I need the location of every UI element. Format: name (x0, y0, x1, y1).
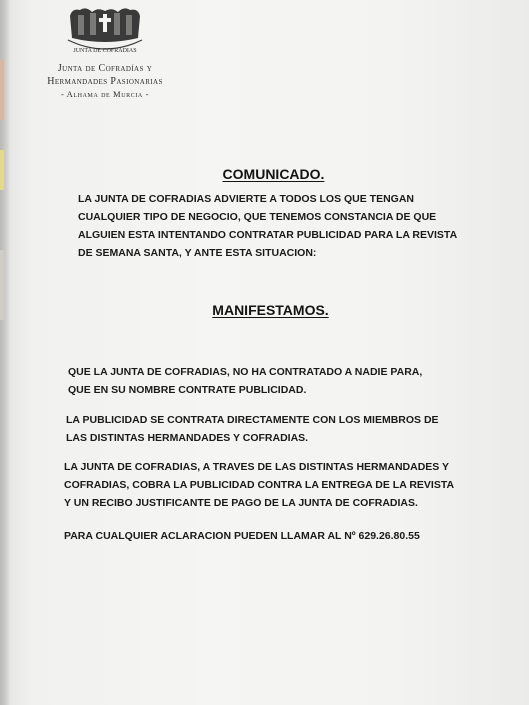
contact-text: PARA CUALQUIER ACLARACION PUEDEN LLAMAR AL Nº 629.26.80.55 (64, 530, 420, 542)
notice-title-text: COMUNICADO. (222, 166, 325, 182)
paragraph-line: LA JUNTA DE COFRADIAS ADVIERTE A TODOS LOS QUE TENGAN (78, 193, 415, 205)
notice-subtitle (6, 302, 529, 318)
paragraph-line: DE SEMANA SANTA, Y ANTE ESTA SITUACION: (78, 247, 317, 259)
paragraph-line: COFRADIAS, COBRA LA PUBLICIDAD CONTRA LA ENTREGA DE LA REVISTA (64, 479, 455, 491)
paragraph-line: LA JUNTA DE COFRADIAS, A TRAVES DE LAS DISTINTAS HERMANDADES Y (64, 461, 450, 473)
org-name-line-1: Junta de Cofradías y (57, 63, 153, 74)
notice-title (9, 166, 529, 182)
paragraph-line: ALGUIEN ESTA INTENTANDO CONTRATAR PUBLICIDAD PARA LA REVISTA (78, 229, 458, 241)
crest-inscription: JUNTA DE COFRADIAS (73, 48, 137, 54)
statement-paragraph-2 (66, 411, 439, 447)
org-location: - Alhama de Murcia - (60, 89, 150, 99)
statement-paragraph-3 (64, 458, 454, 512)
paragraph-line: QUE LA JUNTA DE COFRADIAS, NO HA CONTRATADO A NADIE PARA, (68, 366, 423, 378)
paper-edge-strip (0, 150, 4, 190)
crest-logo (60, 6, 150, 56)
statement-paragraph-1 (68, 363, 422, 399)
contact-line (64, 527, 420, 545)
intro-paragraph (78, 190, 457, 262)
paragraph-line: QUE EN SU NOMBRE CONTRATE PUBLICIDAD. (68, 384, 307, 396)
paragraph-line: LA PUBLICIDAD SE CONTRATA DIRECTAMENTE CON LOS MIEMBROS DE (66, 414, 439, 426)
paragraph-line: LAS DISTINTAS HERMANDADES Y COFRADIAS. (66, 432, 309, 444)
org-name-line-2: Hermandades Pasionarias (47, 76, 163, 87)
notice-subtitle-text: MANIFESTAMOS. (212, 302, 329, 318)
paper-edge-strip (0, 250, 4, 320)
paragraph-line: CUALQUIER TIPO DE NEGOCIO, QUE TENEMOS CONSTANCIA DE QUE (78, 211, 437, 223)
paragraph-line: Y UN RECIBO JUSTIFICANTE DE PAGO DE LA JUNTA DE COFRADIAS. (64, 497, 418, 509)
